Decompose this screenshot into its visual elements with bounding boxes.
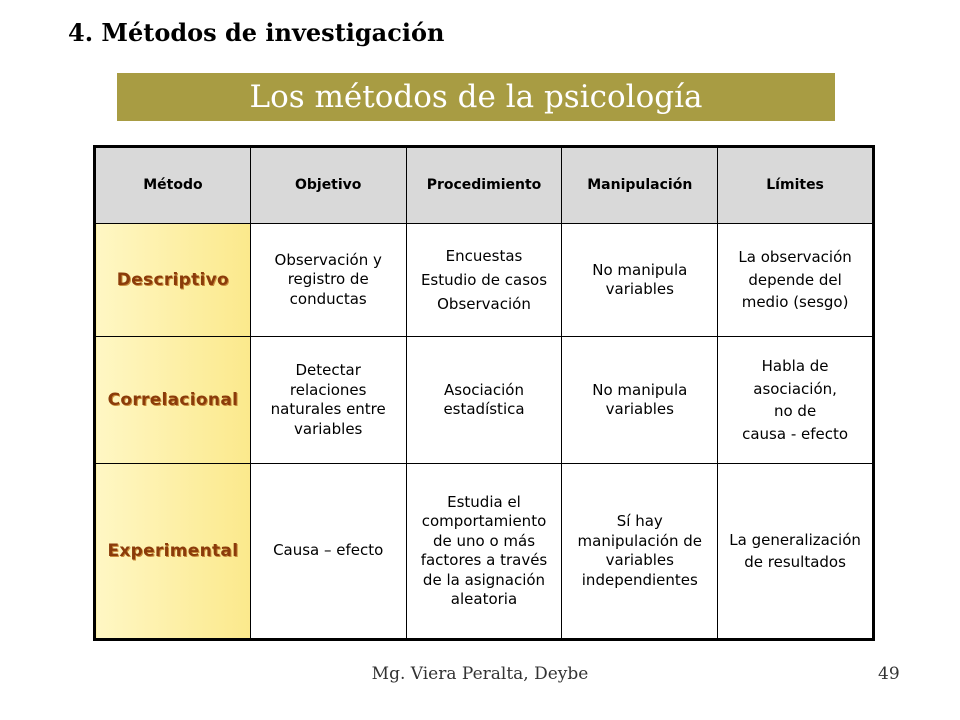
procedure-cell <box>406 464 562 640</box>
slide-title-band <box>117 73 835 121</box>
header-objective: Objetivo <box>250 147 406 224</box>
procedure-item: Encuestas <box>445 247 523 265</box>
header-procedure: Procedimiento <box>406 147 562 224</box>
procedure-item: Asociación estadística <box>443 380 525 418</box>
section-heading: 4. Métodos de investigación <box>68 18 445 47</box>
limits-line: La observación depende del medio (sesgo) <box>738 248 852 312</box>
manipulation-cell: Sí hay manipulación de variables independientes <box>562 464 718 640</box>
limits-line: La generalización de resultados <box>729 530 861 571</box>
table-header-row <box>95 147 874 224</box>
limits-line: no de <box>773 402 817 420</box>
limits-cell <box>718 224 874 337</box>
procedure-item: Observación <box>437 295 531 313</box>
method-name: Descriptivo <box>116 269 230 290</box>
method-cell <box>95 464 251 640</box>
limits-cell <box>718 337 874 464</box>
method-name: Correlacional <box>107 389 239 410</box>
limits-line: causa - efecto <box>742 424 849 443</box>
procedure-item: Estudio de casos <box>420 271 548 289</box>
slide-title: Los métodos de la psicología <box>249 79 703 115</box>
page-number: 49 <box>878 664 900 684</box>
procedure-cell <box>406 224 562 337</box>
table-row <box>95 224 874 337</box>
method-name: Experimental <box>107 540 239 561</box>
manipulation-cell: No manipula variables <box>562 224 718 337</box>
header-limits: Límites <box>718 147 874 224</box>
method-cell <box>95 224 251 337</box>
objective-cell: Observación y registro de conductas <box>250 224 406 337</box>
limits-cell <box>718 464 874 640</box>
methods-table <box>93 145 875 641</box>
header-manipulation: Manipulación <box>562 147 718 224</box>
limits-line: Habla de asociación, <box>753 357 837 398</box>
procedure-cell <box>406 337 562 464</box>
footer-author: Mg. Viera Peralta, Deybe <box>371 664 589 684</box>
table-row <box>95 464 874 640</box>
manipulation-cell: No manipula variables <box>562 337 718 464</box>
objective-cell: Detectar relaciones naturales entre variables <box>250 337 406 464</box>
table-row <box>95 337 874 464</box>
header-method: Método <box>95 147 251 224</box>
objective-cell: Causa – efecto <box>250 464 406 640</box>
procedure-item: Estudia el comportamiento de uno o más factores a través de la asignación aleatoria <box>420 492 548 608</box>
method-cell <box>95 337 251 464</box>
